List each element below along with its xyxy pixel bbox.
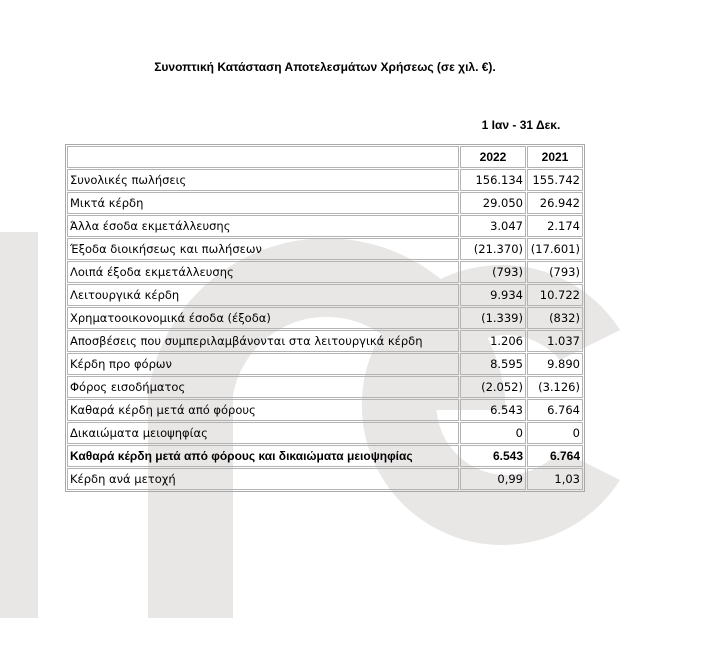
row-value-2022: 0	[460, 422, 526, 444]
table-row	[67, 307, 583, 329]
income-statement-table	[65, 144, 585, 492]
row-label: Έξοδα διοικήσεως και πωλήσεων	[67, 238, 459, 260]
row-label: Μικτά κέρδη	[67, 192, 459, 214]
row-label: Καθαρά κέρδη μετά από φόρους	[67, 399, 459, 421]
row-value-2021: (832)	[527, 307, 583, 329]
table-row	[67, 192, 583, 214]
row-value-2022: (2.052)	[460, 376, 526, 398]
row-value-2021: 6.764	[527, 399, 583, 421]
row-label: Καθαρά κέρδη μετά από φόρους και δικαιώματα μειοψηφίας	[67, 445, 459, 467]
row-value-2022: 29.050	[460, 192, 526, 214]
row-value-2021: (793)	[527, 261, 583, 283]
row-value-2022: 1.206	[460, 330, 526, 352]
row-value-2022: 6.543	[460, 445, 526, 467]
table-row	[67, 169, 583, 191]
row-value-2021: (17.601)	[527, 238, 583, 260]
row-value-2021: 6.764	[527, 445, 583, 467]
header-year-2021: 2021	[527, 146, 583, 168]
row-label: Λοιπά έξοδα εκμετάλλευσης	[67, 261, 459, 283]
row-value-2021: 10.722	[527, 284, 583, 306]
table-row	[67, 399, 583, 421]
row-label: Φόρος εισοδήματος	[67, 376, 459, 398]
row-value-2021: 1.037	[527, 330, 583, 352]
table-row	[67, 468, 583, 490]
row-value-2021: 2.174	[527, 215, 583, 237]
row-label: Κέρδη προ φόρων	[67, 353, 459, 375]
page-title: Συνοπτική Κατάσταση Αποτελεσμάτων Χρήσεως (σε χιλ. €).	[154, 60, 496, 74]
row-value-2021: (3.126)	[527, 376, 583, 398]
table-row	[67, 376, 583, 398]
table-row	[67, 238, 583, 260]
row-label: Συνολικές πωλήσεις	[67, 169, 459, 191]
table-row	[67, 261, 583, 283]
row-label: Λειτουργικά κέρδη	[67, 284, 459, 306]
row-label: Κέρδη ανά μετοχή	[67, 468, 459, 490]
period-label: 1 Ιαν - 31 Δεκ.	[481, 118, 561, 132]
row-value-2021: 1,03	[527, 468, 583, 490]
row-value-2021: 0	[527, 422, 583, 444]
row-value-2022: 6.543	[460, 399, 526, 421]
table-row	[67, 422, 583, 444]
header-label-cell	[67, 146, 459, 168]
row-value-2022: 156.134	[460, 169, 526, 191]
row-value-2022: (21.370)	[460, 238, 526, 260]
row-value-2022: 9.934	[460, 284, 526, 306]
row-value-2022: 8.595	[460, 353, 526, 375]
row-value-2021: 26.942	[527, 192, 583, 214]
header-year-2022: 2022	[460, 146, 526, 168]
row-label: Δικαιώματα μειοψηφίας	[67, 422, 459, 444]
table-row	[67, 284, 583, 306]
row-value-2021: 155.742	[527, 169, 583, 191]
row-value-2022: (793)	[460, 261, 526, 283]
table-row-total	[67, 445, 583, 467]
row-value-2022: (1.339)	[460, 307, 526, 329]
table-row	[67, 353, 583, 375]
row-label: Άλλα έσοδα εκμετάλλευσης	[67, 215, 459, 237]
row-value-2022: 3.047	[460, 215, 526, 237]
row-label: Χρηματοοικονομικά έσοδα (έξοδα)	[67, 307, 459, 329]
table-header-row	[67, 146, 583, 168]
table-row	[67, 215, 583, 237]
row-value-2021: 9.890	[527, 353, 583, 375]
row-value-2022: 0,99	[460, 468, 526, 490]
row-label: Αποσβέσεις που συμπεριλαμβάνονται στα λειτουργικά κέρδη	[67, 330, 459, 352]
table-row	[67, 330, 583, 352]
